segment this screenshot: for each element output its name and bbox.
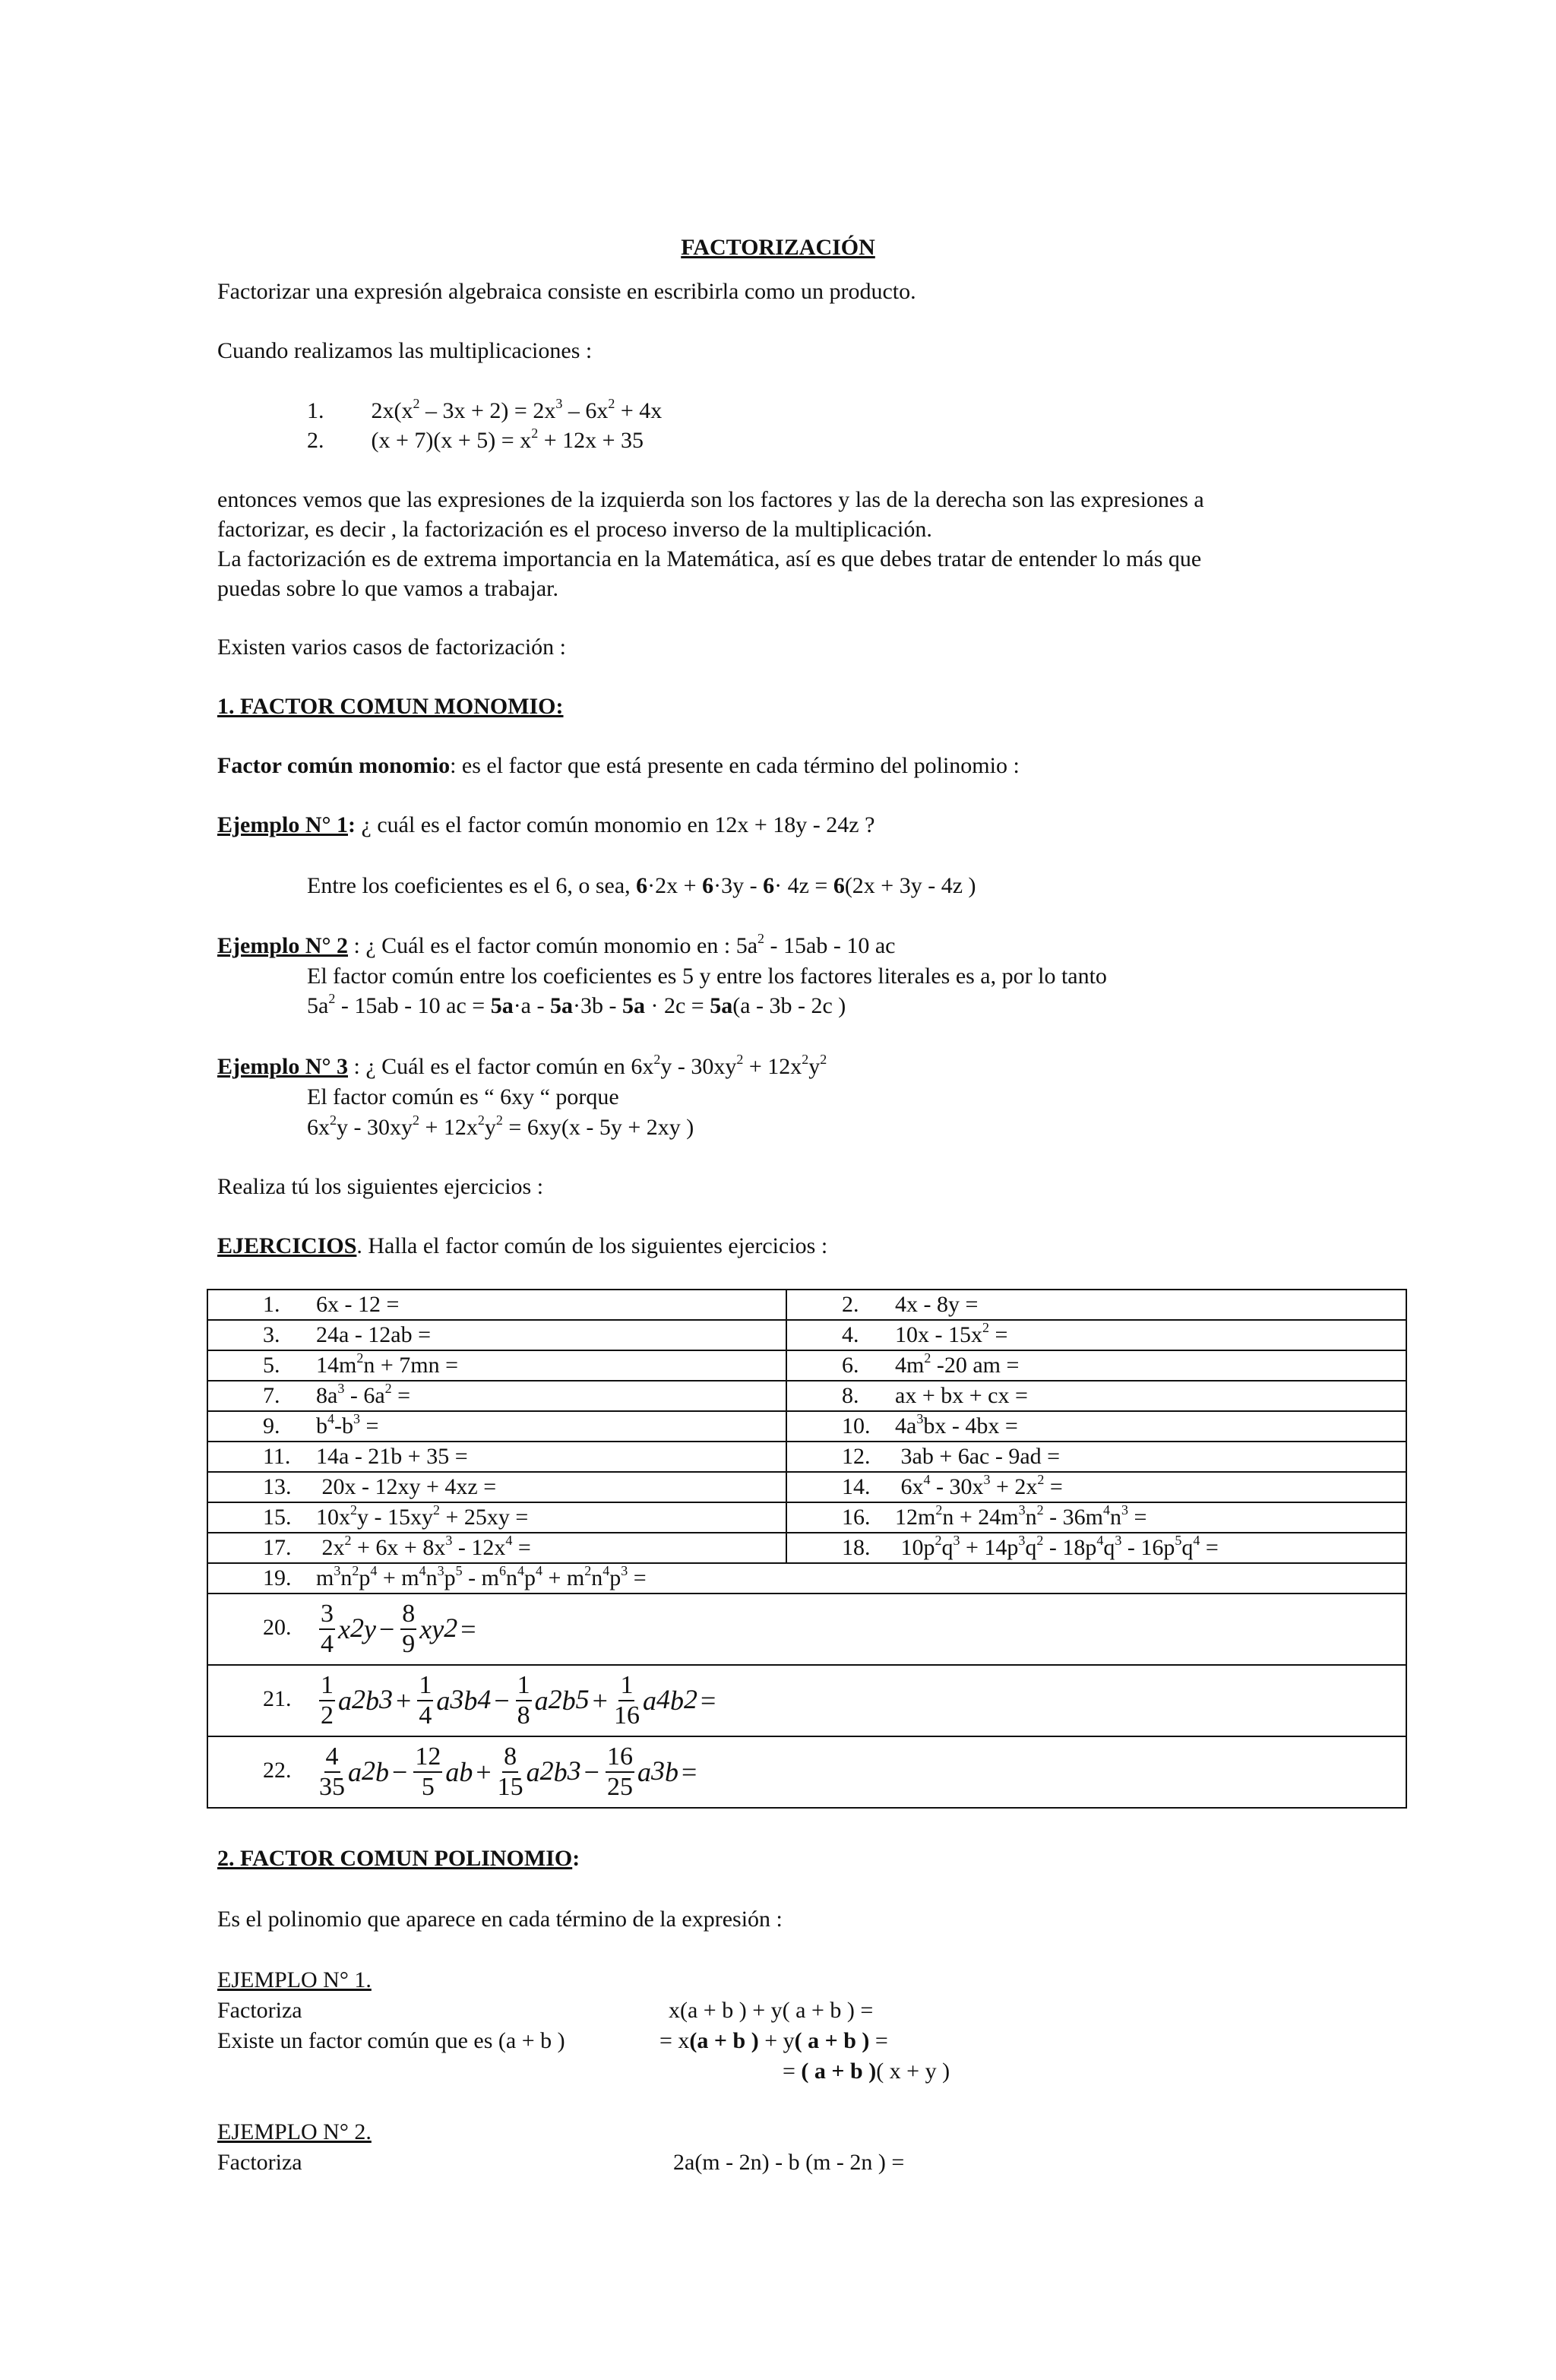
exercise-cell: 22. $\frac{4}{35}$ $a^2b$ − $\frac{12}{5}$ ab + $\frac{8}{15}$ $a^2b^3$ − $\frac{16}{25}$ $a^3b$ = [207,1736,1406,1808]
para-line-4: puedas sobre lo que vamos a trabajar. [217,576,559,601]
example-2-line-1: El factor común entre los coeficientes es 5 y entre los factores literales es a, por lo tanto [307,964,1107,989]
exercise-cell: 11. 14a - 21b + 35 = [207,1442,786,1472]
exercise-cell: 6. $4m^2$ -20 am = [786,1350,1406,1381]
exercise-cell: 12. 3ab + 6ac - 9ad = [786,1442,1406,1472]
realiza-text: Realiza tú los siguientes ejercicios : [217,1174,544,1199]
mult-item-1: 1. $2x(x^2 - 3x + 2) = 2x^3 - 6x^2 + 4x$ [307,396,663,423]
table-row [207,1290,1406,1320]
table-row [207,1594,1406,1665]
exercise-cell: 1. 6x - 12 = [207,1290,786,1320]
exercise-cell: 16. $12m^2n + 24m^3n^2 - 36m^4n^3$ = [786,1502,1406,1533]
section-2-heading: 2. FACTOR COMUN POLINOMIO: [217,1846,580,1871]
example-2-line-2: $5a^2 - 15ab - 10$ ac = 5a·a - 5a·3b - 5a · 2c = 5a(a - 3b - 2c ) [307,991,846,1018]
para-line-2: factorizar, es decir , la factorización es el proceso inverso de la multiplicación. [217,517,932,542]
definition-2: Es el polinomio que aparece en cada término de la expresión : [217,1907,783,1932]
exercise-cell: 17. $2x^2 + 6x + 8x^3 - 12x^4$ = [207,1533,786,1563]
example-3-question: Ejemplo N° 3 : ¿ Cuál es el factor común en $6x^2y - 30xy^2 + 12x^2y^2$ [217,1052,827,1079]
table-row [207,1472,1406,1502]
fraction: $\frac{4}{35}$ [319,1742,345,1801]
fraction: $\frac{1}{16}$ [613,1671,640,1730]
table-row [207,1736,1406,1808]
fraction: $\frac{1}{4}$ [419,1671,432,1730]
fraction: $\frac{12}{5}$ [415,1742,441,1801]
exercise-cell: 21. $\frac{1}{2}$ $a^2b^3$ + $\frac{1}{4}$ $a^3b^4$ − $\frac{1}{8}$ $a^2b^5$ + $\frac{1}{16}$ $a^4b^2$ = [207,1665,1406,1736]
example-3-line-1: El factor común es “ 6xy “ porque [307,1084,619,1109]
exercise-cell: 7. $8a^3 - 6a^2$ = [207,1381,786,1411]
exercise-cell: 4. $10x - 15x^2$ = [786,1320,1406,1350]
poly-example-2-expression: 2a(m - 2n) - b (m - 2n ) = [673,2150,905,2175]
fraction: $\frac{1}{2}$ [321,1671,334,1730]
exercises-table [207,1289,1407,1809]
exercise-cell: 20. $\frac{3}{4}$ $x^2y$ − $\frac{8}{9}$ $xy^2$ = [207,1594,1406,1665]
exercise-cell: 9. $b^4-b^3$ = [207,1411,786,1442]
exercise-cell: 5. $14m^2n + 7mn$ = [207,1350,786,1381]
exercise-cell: 10. $4a^3bx - 4bx$ = [786,1411,1406,1442]
table-row [207,1350,1406,1381]
exercise-cell: 13. 20x - 12xy + 4xz = [207,1472,786,1502]
para-line-1: entonces vemos que las expresiones de la izquierda son los factores y las de la derecha son las expresiones a [217,487,1204,512]
exercise-cell: 2. 4x - 8y = [786,1290,1406,1320]
poly-example-1-common: Existe un factor común que es (a + b ) [217,2028,565,2053]
example-1-question: Ejemplo N° 1: ¿ cuál es el factor común monomio en 12x + 18y - 24z ? [217,812,875,837]
mult-item-2: 2. $(x + 7)(x + 5) = x^2 + 12x + 35$ [307,426,644,453]
poly-example-2-factoriza: Factoriza [217,2150,302,2175]
poly-example-1-label: EJEMPLO N° 1. [217,1967,372,1992]
mult-intro: Cuando realizamos las multiplicaciones : [217,338,593,363]
poly-example-2-label: EJEMPLO N° 2. [217,2119,372,2144]
table-row [207,1320,1406,1350]
exercise-cell: 14. $6x^4 - 30x^3 + 2x^2$ = [786,1472,1406,1502]
example-1-answer: Entre los coeficientes es el 6, o sea, 6·2x + 6·3y - 6· 4z = 6(2x + 3y - 4z ) [307,873,976,898]
section-1-heading: 1. FACTOR COMUN MONOMIO: [217,694,564,719]
table-row [207,1563,1406,1594]
poly-example-1-expression: x(a + b ) + y( a + b ) = [669,1998,874,2023]
poly-example-1-step-2: = ( a + b )( x + y ) [783,2059,950,2084]
fraction: $\frac{8}{9}$ [402,1600,416,1658]
poly-example-1-step-1: = x(a + b ) + y( a + b ) = [659,2028,888,2053]
fraction: $\frac{16}{25}$ [606,1742,633,1801]
exercise-cell: 18. $10p^2q^3 + 14p^3q^2 - 18p^4q^3 - 16p^5q^4$ = [786,1533,1406,1563]
cases-text: Existen varios casos de factorización : [217,635,566,660]
table-row [207,1411,1406,1442]
fraction: $\frac{8}{15}$ [497,1742,523,1801]
example-2-question: Ejemplo N° 2 : ¿ Cuál es el factor común monomio en : $5a^2 - 15ab - 10$ ac [217,931,896,958]
exercise-cell: 15. $10x^2y - 15xy^2 + 25xy$ = [207,1502,786,1533]
fraction: $\frac{3}{4}$ [321,1600,334,1658]
page-title: FACTORIZACIÓN [681,235,875,260]
definition-1: Factor común monomio: es el factor que está presente en cada término del polinomio : [217,753,1020,778]
exercise-cell: 19. $m^3n^2p^4 + m^4n^3p^5 - m^6n^4p^4 + m^2n^4p^3$ = [207,1563,1406,1594]
para-line-3: La factorización es de extrema importancia en la Matemática, así es que debes tratar de entender lo más que [217,546,1202,571]
table-row [207,1533,1406,1563]
poly-example-1-factoriza: Factoriza [217,1998,302,2023]
fraction: $\frac{1}{8}$ [517,1671,530,1730]
example-3-line-2: $6x^2y - 30xy^2 + 12x^2y^2 = 6xy(x - 5y + 2xy$ ) [307,1112,694,1140]
exercise-cell: 8. ax + bx + cx = [786,1381,1406,1411]
table-row [207,1442,1406,1472]
ejercicios-heading: EJERCICIOS. Halla el factor común de los siguientes ejercicios : [217,1233,828,1258]
table-row [207,1665,1406,1736]
intro-text: Factorizar una expresión algebraica consiste en escribirla como un producto. [217,279,916,304]
table-row [207,1381,1406,1411]
table-row [207,1502,1406,1533]
exercise-cell: 3. 24a - 12ab = [207,1320,786,1350]
